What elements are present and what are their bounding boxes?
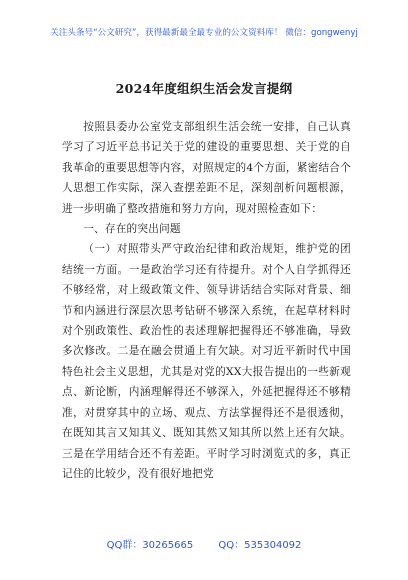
document-body — [62, 117, 351, 484]
qq-number: QQ：535304092 — [218, 540, 302, 551]
body-paragraph: （一）对照带头严守政治纪律和政治规矩，维护党的团结统一方面。一是政治学习还有待提升。对个人自学抓得还不够经常，对上级政策文件、领导讲话结合实际对背景、细节和内涵进行深层次思考钻研不够深入系统，在起草材料时对个别政策性、政治性的表述理解把握得还不够准确，导致多次修改。二是在融会贯通上有欠缺。对习近平新时代中国特色社会主义思想，尤其是对党的XX大报告提出的一些新观点、新论断，内涵理解得还不够深入，外延把握得还不够精准，对贯穿其中的立场、观点、方法掌握得还不是很透彻，在既知其言又知其义、既知其然又知其所以然上还有欠缺。三是在学用结合还不有差距。平时学习时浏览式的多，真正记住的比较少，没有很好地把党 — [62, 243, 351, 480]
contact-footer — [0, 536, 408, 551]
intro-paragraph: 按照县委办公室党支部组织生活会统一安排，自己认真学习了习近平总书记关于党的建设的重要思想、关于党的自我革命的重要思想等内容，对照规定的4个方面，紧密结合个人思想工作实际，深入查摆差距不足，深刻剖析问题根源，进一步明确了整改措施和努力方向，现对照检查如下： — [62, 121, 351, 215]
promo-header: 关注头条号“公文研究”，获得最新最全最专业的公文资料库！ 微信：gongwenyj — [50, 28, 358, 38]
section-heading: 一、存在的突出问题 — [83, 223, 181, 236]
document-title: 2024年度组织生活会发言提纲 — [115, 81, 293, 96]
qq-group-number: QQ群：30265665 — [106, 540, 194, 551]
